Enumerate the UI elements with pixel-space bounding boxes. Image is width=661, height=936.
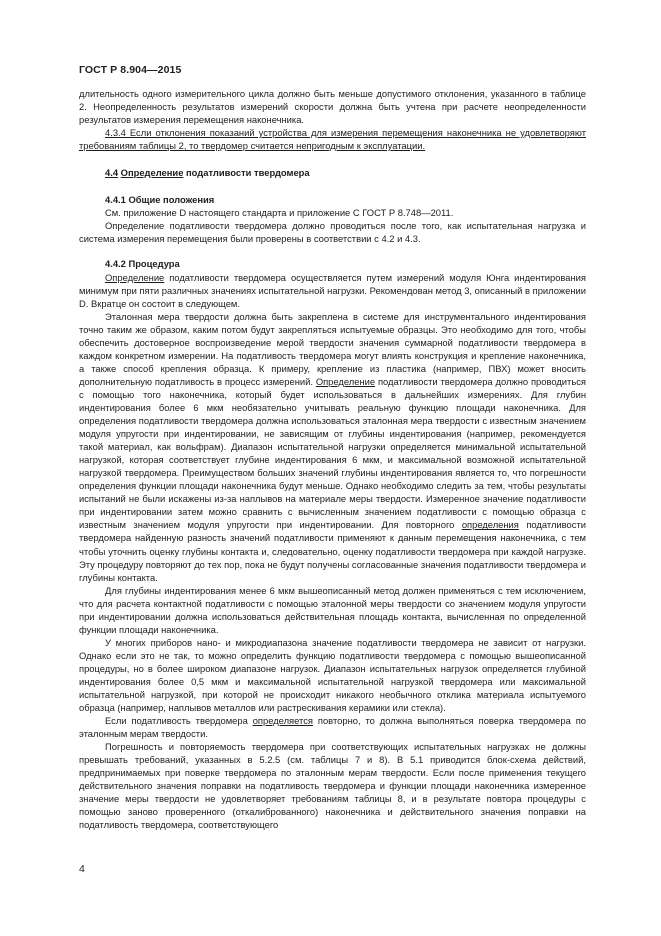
keyword-underlined: Определение <box>315 375 376 387</box>
paragraph-4-4-2-shallow-depth: Для глубины индентирования менее 6 мкм вышеописанный метод должен применяться с тем исключением, что для расчета контактной податливости с помощью эталонной меры твердости со значением модуля упругости при индентировании должна использоваться действительная площадь контакта, вычисленная по определенной функции площади наконечника. <box>79 584 586 635</box>
paragraph-4-4-2-intro <box>79 271 586 310</box>
paragraph-text: Эталонная мера твердости должна быть закреплена в системе для инструментального индентирования точно таким же образом, каким потом будут закрепляться испытуемые образцы. Это необходимо для того, чтобы обеспечить достоверное воспроизведение мерой твердости значения суммарной податливости твердомера в каждом конкретном измерении. На податливость твердомера могут влиять конструкция и крепление наконечника, а также способ крепления образца. К примеру, крепление из пластика (например, ПВХ) может вносить дополнительную податливость в процесс измерений. <box>79 310 586 387</box>
paragraph-4-4-2-reference-block <box>79 310 586 584</box>
paragraph-text: Если податливость твердомера <box>105 715 253 727</box>
section-heading-rest: податливости твердомера <box>183 167 310 179</box>
paragraph-4-4-1-ref: См. приложение D настоящего стандарта и приложение С ГОСТ Р 8.748—2011. <box>105 207 454 219</box>
section-number-4-4: 4.4 <box>105 167 119 179</box>
paragraph-4-4-2-repeat <box>79 714 586 740</box>
keyword-underlined: определяется <box>252 715 313 727</box>
keyword-underlined: определения <box>461 519 519 531</box>
document-code-header: ГОСТ Р 8.904—2015 <box>79 64 182 76</box>
paragraph-4-4-1-body: Определение податливости твердомера должно проводиться после того, как испытательная нагрузка и система измерения перемещения были проверены в соответствии с 4.2 и 4.3. <box>79 220 586 245</box>
section-heading-keyword: Определение <box>120 167 184 179</box>
paragraph-text: повторно, то должна выполняться поверка твердомера по эталонным мерам твердости. <box>79 715 586 740</box>
paragraph-continuation: длительность одного измерительного цикла должно быть меньше допустимого отклонения, указанного в таблице 2. Неопределенность результатов измерений скорости должна быть учтена при расчете неопределенности результатов измерения перемещения наконечника. <box>79 88 586 126</box>
paragraph-text: податливости твердомера осуществляется путем измерений модуля Юнга индентирования минимум при пяти различных значениях испытательной нагрузки. Рекомендован метод 3, описанный в приложении D. Вкратце он состоит в следующем. <box>79 271 586 309</box>
paragraph-text: податливости твердомера должно проводиться с помощью того наконечника, который будет использоваться в дальнейших измерениях. Для глубин индентирования более 6 мкм необязательно учитывать реальную функцию площади наконечника. Для определения податливости твердомера должна использоваться эталонная мера твердости с известным значением модуля упругости при индентировании, не зависящим от глубины индентирования (например, рекомендуется такой материал, как вольфрам). Диапазон испытательной нагрузки определяется минимальной испытательной нагрузкой, которая соответствует глубине индентирования 6 мкм, и максимальной возможной испытательной нагрузкой твердомера. Преимуществом больших значений глубины индентирования является то, что погрешности определения функции площади наконечника будут меньше. Однако необходимо следить за тем, чтобы результаты испытаний не были искажены из-за наплывов на материале меры твердости. Измеренное значение податливости при индентировании затем можно сравнить с вычисленным значением податливости с помощью образца с известным значением модуля упругости при индентировании. Для повторного <box>79 375 586 531</box>
document-body <box>79 87 586 832</box>
keyword-underlined: Определение <box>105 271 165 283</box>
subsection-heading-4-4-1: 4.4.1 Общие положения <box>105 194 215 206</box>
page-number: 4 <box>79 863 85 875</box>
paragraph-4-4-2-nano-micro: У многих приборов нано- и микродиапазона значение податливости твердомера не зависит от нагрузки. Однако если это не так, то можно определить функцию податливости твердомера с помощью вышеописанной процедуры, но в более широком диапазоне нагрузок. Диапазон испытательных нагрузок определяется глубиной индентирования более 0,5 мкм и максимальной испытательной нагрузкой твердомера или максимальной испытательной нагрузкой, при которой не происходит никакого необычного отклика материала испытуемого образца (например, наплывов металлов или растрескивания керамики или стекла). <box>79 636 586 714</box>
paragraph-4-3-4-text: 4.3.4 Если отклонения показаний устройства для измерения перемещения наконечника не удовлетворяют требованиям таблицы 2, то твердомер считается непригодным к эксплуатации. <box>79 127 586 152</box>
subsection-heading-4-4-2: 4.4.2 Процедура <box>105 258 180 270</box>
section-heading-4-4 <box>79 166 586 179</box>
paragraph-text: податливости твердомера найденную разность значений податливости применяют к данным перемещения наконечника, с тем чтобы уточнить оценку глубины контакта и, следовательно, оценку податливости твердомера при каждой нагрузке. Эту процедуру повторяют до тех пор, пока не будут получены согласованные значения податливости твердомера и глубины контакта. <box>79 519 586 583</box>
paragraph-4-4-2-error: Погрешность и повторяемость твердомера при соответствующих испытательных нагрузках не должны превышать требований, указанных в 5.2.5 (см. таблицы 7 и 8). В 5.1 приводится блок-схема действий, предпринимаемых при поверке твердомера по эталонным мерам твердости. Если после применения текущего действительного значения поправки на податливость твердомера и функции площади наконечника измеренное значение меры твердости не удовлетворяет требованиям таблицы 8, и в результате повтора процедуры с помощью заново проверенного (откалиброванного) наконечника и действительного значения поправки на податливость твердомера, соответствующего <box>79 741 586 831</box>
paragraph-4-3-4 <box>79 126 586 152</box>
